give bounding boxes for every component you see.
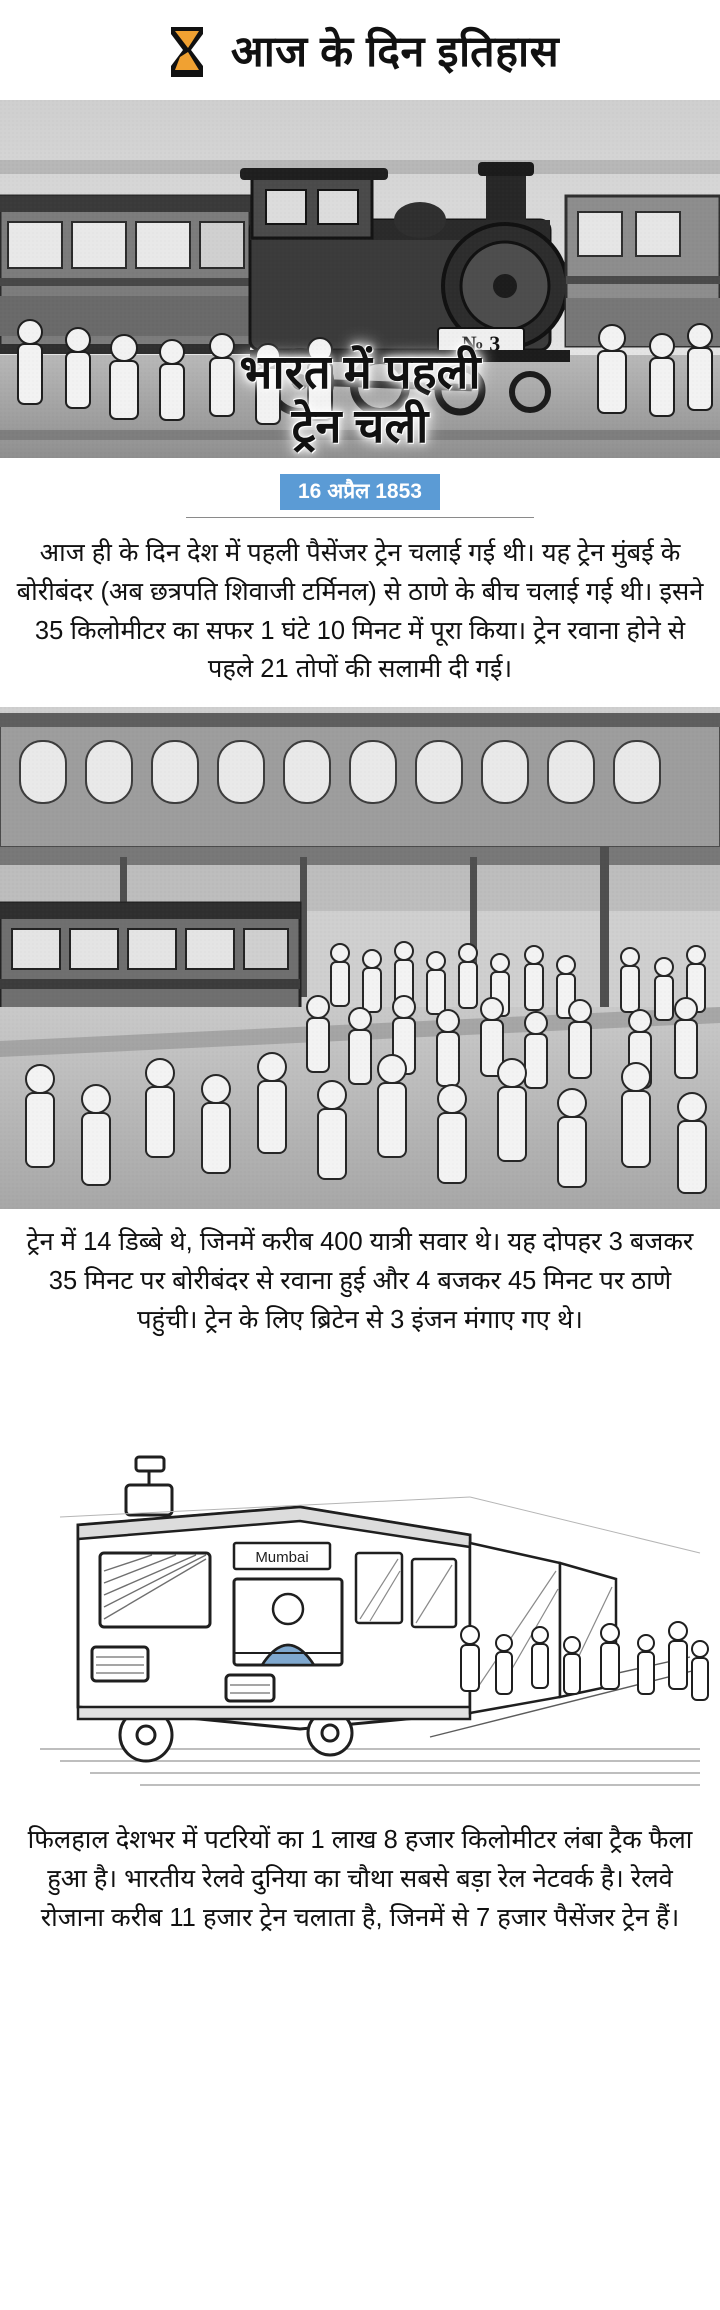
hero-headline-block	[0, 345, 720, 454]
train-board-label: Mumbai	[255, 1549, 309, 1567]
headline-line-1: भारत में पहली	[239, 344, 481, 398]
date-badge: 16 अप्रैल 1853	[280, 474, 440, 510]
local-train-illustration-image	[0, 1357, 720, 1807]
platform-crowd-image	[0, 707, 720, 1209]
hero-image	[0, 100, 720, 458]
date-badge-row	[0, 474, 720, 514]
paragraph-1: आज ही के दिन देश में पहली पैसेंजर ट्रेन चलाई गई थी। यह ट्रेन मुंबई के बोरीबंदर (अब छत्रपति शिवाजी टर्मिनल) से ठाणे के बीच चलाई गई थी। इसने 35 किलोमीटर का सफर 1 घंटे 10 मिनट में पूरा किया। ट्रेन रवाना होने से पहले 21 तोपों की सलामी दी गई।	[16, 539, 704, 684]
local-train-line-drawing	[0, 1357, 720, 1807]
paragraph-2: ट्रेन में 14 डिब्बे थे, जिनमें करीब 400 यात्री सवार थे। यह दोपहर 3 बजकर 35 मिनट पर बोरीबंदर से रवाना हुई और 4 बजकर 45 मिनट पर ठाणे पहुंची। ट्रेन के लिए ब्रिटेन से 3 इंजन मंगाए गए थे।	[26, 1228, 694, 1334]
hourglass-logo-icon	[161, 22, 213, 82]
page-header	[0, 0, 720, 100]
page-title: आज के दिन इतिहास	[230, 27, 560, 76]
headline-line-2: ट्रेन चली	[291, 399, 429, 453]
railway-platform-illustration	[0, 707, 720, 1209]
paragraph-3: फिलहाल देशभर में पटरियों का 1 लाख 8 हजार किलोमीटर लंबा ट्रैक फैला हुआ है। भारतीय रेलवे दुनिया का चौथा सबसे बड़ा रेल नेटवर्क है। रेलवे रोजाना करीब 11 हजार ट्रेन चलाता है, जिनमें से 7 हजार पैसेंजर ट्रेन हैं।	[27, 1826, 693, 1932]
